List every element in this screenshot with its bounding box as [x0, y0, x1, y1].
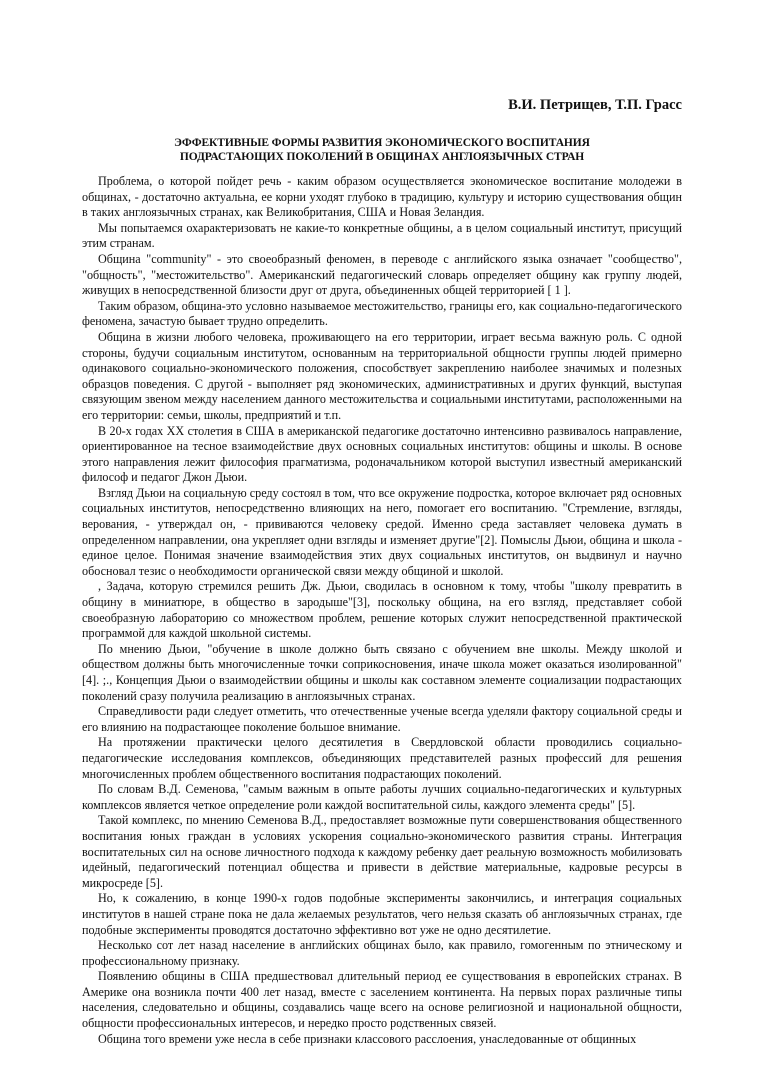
paragraph: По словам В.Д. Семенова, "самым важным в опыте работы лучших социально-педагогических и культурных комплексов является четкое определение роли каждой воспитательной силы, каждого элемента среды" [5]. [82, 782, 682, 812]
authors: В.И. Петрищев, Т.П. Грасс [508, 97, 682, 113]
paragraph: Но, к сожалению, в конце 1990-х годов подобные эксперименты закончились, и интеграция социальных институтов в нашей стране пока не дала желаемых результатов, чего нельзя сказать об англоязычных странах, где подобные эксперименты проводятся достаточно эффективно вот уже не одно десятилетие. [82, 891, 682, 937]
paragraph: Появлению общины в США предшествовал длительный период ее существования в европейских странах. В Америке она возникла почти 400 лет назад, вместе с заселением континента. На первых порах различные типы населения, следовательно и общины, создавались чаще всего на основе религиозной и национальной общности, общности профессиональных интересов, и нередко просто родственных связей. [82, 969, 682, 1031]
paragraph: Таким образом, община-это условно называемое местожительство, границы его, как социально-педагогического феномена, зачастую бывает трудно определить. [82, 298, 682, 329]
paragraph: Справедливости ради следует отметить, что отечественные ученые всегда уделяли фактору социальной среды и его влиянию на подрастающее поколение большое внимание. [82, 704, 682, 734]
paragraph: , Задача, которую стремился решить Дж. Дьюи, сводилась в основном к тому, чтобы "школу превратить в общину в миниатюре, в общество в зародыше"[3], поскольку община, на его взгляд, представляет собой своеобразную лабораторию со множеством проблем, решение которых служит непосредственной практической программой для каждой школьной системы. [82, 579, 682, 641]
paragraph: В 20-х годах XX столетия в США в американской педагогике достаточно интенсивно развивалось направление, ориентированное на тесное взаимодействие двух основных социальных институтов: общины и школы. В основе этого направления лежит философия прагматизма, родоначальником которой выступил известный американский философ и педагог Джон Дьюи. [82, 423, 682, 485]
paragraph: На протяжении практически целого десятилетия в Свердловской области проводились социально-педагогические исследования комплексов, объединяющих представителей разных профессий для решения многочисленных проблем общественного воспитания подрастающих поколений. [82, 735, 682, 781]
paragraph: Община "community" - это своеобразный феномен, в переводе с английского языка означает "сообщество", "общность", "местожительство". Американский педагогический словарь определяет общину как группу людей, живущих в непосредственной близости друг от друга, объединенных общей территорией [ 1 ]. [82, 251, 682, 298]
paragraph: Община того времени уже несла в себе признаки классового расслоения, унаследованные от общинных [98, 1031, 637, 1046]
paragraph: Мы попытаемся охарактеризовать не какие-то конкретные общины, а в целом социальный институт, присущий этим странам. [82, 220, 682, 251]
paragraph: Проблема, о которой пойдет речь - каким образом осуществляется экономическое воспитание молодежи в общинах, - достаточно актуальна, ее корни уходят глубоко в традицию, культуру и историю существования общин в таких англоязычных странах, как Великобритания, США и Новая Зеландия. [82, 174, 682, 220]
title-line-1: ЭФФЕКТИВНЫЕ ФОРМЫ РАЗВИТИЯ ЭКОНОМИЧЕСКОГО ВОСПИТАНИЯ [174, 137, 590, 149]
paragraph: Взгляд Дьюи на социальную среду состоял в том, что все окружение подростка, которое включает ряд основных социальных институтов, непосредственно влияющих на него, помогает его воспитанию. "Стремление, взгляды, верования, - утверждал он, - прививаются человеку средой. Именно среда заставляет человека думать в определенном направлении, она укрепляет одни взгляды и изменяет другие"[2]. Помыслы Дьюи, община и школа - единое целое. Понимая значение взаимодействия этих двух социальных институтов, он выдвинул и научно обосновал тезис о необходимости органической связи между общиной и школой. [82, 485, 682, 578]
title-line-2: ПОДРАСТАЮЩИХ ПОКОЛЕНИЙ В ОБЩИНАХ АНГЛОЯЗЫЧНЫХ СТРАН [179, 151, 585, 163]
paragraph: Община в жизни любого человека, проживающего на его территории, играет весьма важную роль. С одной стороны, будучи социальным институтом, основанным на территориальной общности группы людей примерно одинакового социально-экономического положения, способствует закреплению наиболее значимых и полезных образцов поведения. С другой - выполняет ряд экономических, административных и других функций, выступая связующим звеном между населением данного местожительства и социальными институтами, расположенными на его территории: семьи, школы, предприятий и т.п. [82, 329, 682, 422]
paragraph: Несколько сот лет назад население в английских общинах было, как правило, гомогенным по этническому и профессиональному признаку. [82, 938, 682, 968]
body-text [82, 174, 682, 1047]
paragraph: По мнению Дьюи, "обучение в школе должно быть связано с обучением вне школы. Между школой и обществом должны быть многочисленные точки соприкосновения, иначе школа может оказаться изолированной"[4]. ;., Концепция Дьюи о взаимодействии общины и школы как составном элементе социализации подрастающих поколений сразу получила реализацию в англоязычных странах. [82, 641, 682, 703]
paper-title [82, 136, 682, 164]
paragraph: Такой комплекс, по мнению Семенова В.Д., предоставляет возможные пути совершенствования общественного воспитания юных граждан в условиях ускорения социально-экономического развития страны. Интеграция воспитательных сил на основе личностного подхода к каждому ребенку дает реальную возможность мобилизовать идейный, педагогический потенциал общества и привести в действие материальные, кадровые ресурсы в микросреде [5]. [82, 813, 682, 890]
